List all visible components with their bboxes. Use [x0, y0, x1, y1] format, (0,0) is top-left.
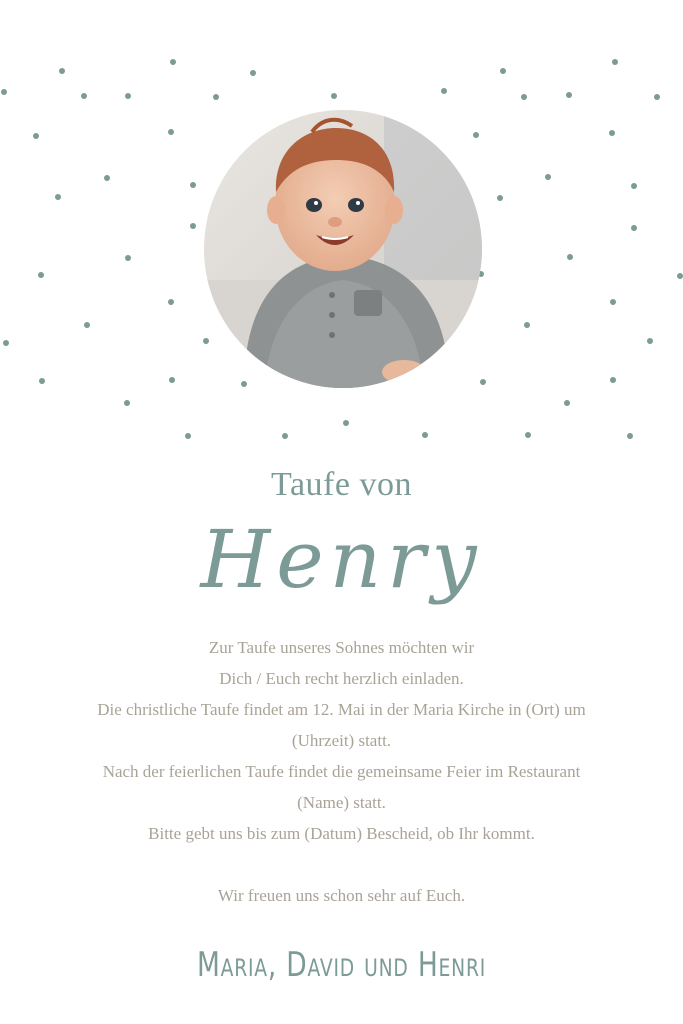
- body-line: Nach der feierlichen Taufe findet die gemeinsame Feier im Restaurant: [102, 762, 581, 781]
- child-name: Henry: [200, 513, 483, 606]
- baby-photo: [204, 110, 482, 388]
- body-line: Bitte gebt uns bis zum (Datum) Bescheid, ob Ihr kommt.: [148, 824, 535, 843]
- closing-line: Wir freuen uns schon sehr auf Euch.: [217, 886, 466, 905]
- invitation-body: [40, 632, 643, 911]
- spacer: [40, 849, 643, 880]
- body-line: (Uhrzeit) statt.: [291, 731, 392, 750]
- title-prefix: Taufe von: [271, 466, 412, 503]
- body-line: Die christliche Taufe findet am 12. Mai in der Maria Kirche in (Ort) um: [97, 700, 586, 719]
- body-line: Zur Taufe unseres Sohnes möchten wir: [208, 638, 475, 657]
- signature: Maria, David und Henri: [196, 945, 487, 985]
- body-line: Dich / Euch recht herzlich einladen.: [219, 669, 464, 688]
- body-line: (Name) statt.: [297, 793, 386, 812]
